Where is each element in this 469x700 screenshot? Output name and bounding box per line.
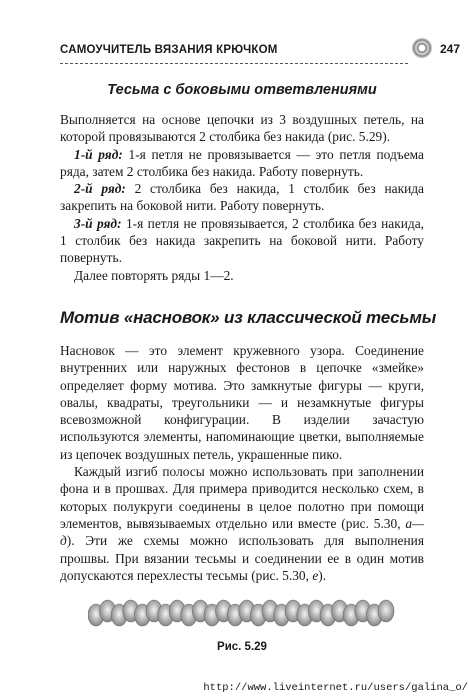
row-3-label: 3-й ряд: xyxy=(74,215,122,231)
motif-paragraph-2-part-2: ). Эти же схемы можно использовать для выполнения прошвы. При вязании тесьмы и соединении ее в один мотив допускаются перехлесты тесьмы (рис. 5.30, xyxy=(60,533,424,583)
crochet-braid-photo xyxy=(88,596,396,630)
section-motif-body xyxy=(60,342,424,584)
page-number: 247 xyxy=(440,42,461,56)
repeat-instruction: Далее повторять ряды 1—2. xyxy=(74,267,234,283)
braid-knot xyxy=(378,600,394,622)
row-2-text: 2 столбика без накида, 1 столбик без накида закрепить на боковой нити. Работу повернуть. xyxy=(60,181,424,214)
intro-paragraph: Выполняется на основе цепочки из 3 воздушных петель, на которой провязываются 2 столбика без накида (рис. 5.29). xyxy=(60,112,424,145)
section-heading-motif: Мотив «насновок» из классической тесьмы xyxy=(60,308,437,327)
motif-paragraph-2 xyxy=(60,463,424,584)
figure-ref-a-d: а—д xyxy=(60,515,424,549)
row-2-label: 2-й ряд: xyxy=(74,181,126,197)
section-heading-braid: Тесьма с боковыми ответвлениями xyxy=(107,82,377,98)
header-divider xyxy=(60,63,408,64)
motif-paragraph-1: Насновок — это элемент кружевного узора. Соединение внутренних или наружных фестонов в цепочке «змейке» определяет форму мотива. Это замкнутые фигуры — круги, овалы, квадраты, треугольники — и незамкнутые фигуры всевозможной конфигурации. В изделии зачастую используются элементы, напоминающие цветки, выполняемые из цепочек воздушных петель, украшенные пико. xyxy=(60,343,424,462)
row-1-text: 1-я петля не провязывается — это петля подъема ряда, затем 2 столбика без накида. Работу повернуть. xyxy=(60,146,424,179)
row-3-instruction xyxy=(60,215,424,267)
footer-url: http://www.liveinternet.ru/users/galina_o/ xyxy=(203,682,468,694)
row-3-text: 1-я петля не провязывается, 2 столбика без накида, 1 столбик без накида закрепить на боковой нити. Работу повернуть. xyxy=(60,215,424,266)
page-header xyxy=(60,40,461,60)
row-2-instruction xyxy=(60,180,424,215)
running-title: САМОУЧИТЕЛЬ ВЯЗАНИЯ КРЮЧКОМ xyxy=(60,44,278,56)
rosette-ornament-icon xyxy=(412,38,432,58)
figure-ref-e: е xyxy=(312,567,319,583)
figure-caption: Рис. 5.29 xyxy=(217,641,267,653)
row-1-label: 1-й ряд: xyxy=(74,146,123,162)
row-1-instruction xyxy=(60,146,424,181)
motif-paragraph-2-part-3: ). xyxy=(318,567,327,583)
section-braid-body xyxy=(60,111,424,284)
motif-paragraph-2-part-1: Каждый изгиб полосы можно использовать при заполнении фона и в прошвах. Для примера приводится несколько схем, в которых полукруги соединены в целое полотно при помощи элементов, вывязываемых отдельно или вместе (рис. 5.30, xyxy=(60,464,424,531)
